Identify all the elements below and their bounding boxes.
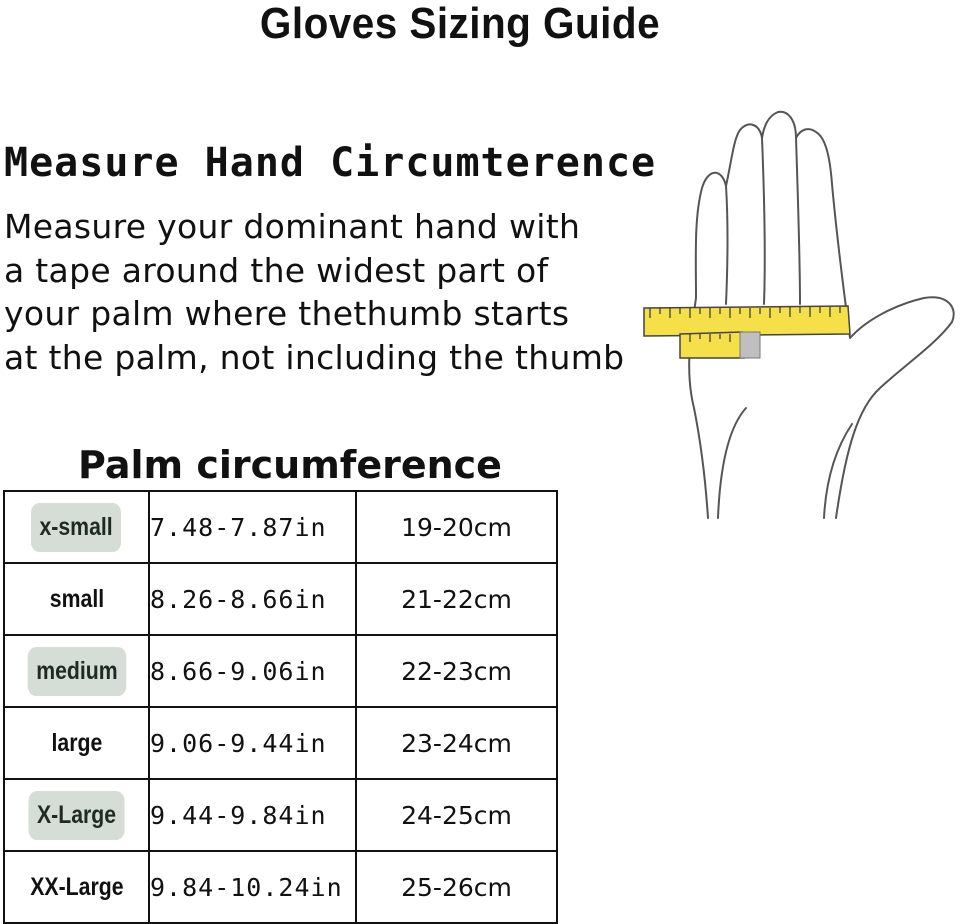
centimeters-cell: 22-23cm [356, 635, 557, 707]
table-row [4, 635, 557, 707]
size-label-cell [4, 635, 149, 707]
size-chart-table [3, 490, 558, 924]
size-label: XX-Large [29, 872, 124, 901]
instruction-line: Measure your dominant hand with [4, 207, 581, 246]
size-label-cell [4, 563, 149, 635]
size-label: x-small [31, 503, 121, 552]
instruction-line: your palm where thethumb starts [4, 294, 570, 333]
table-title: Palm circumference [78, 443, 502, 487]
inches-cell: 8.66-9.06in [149, 635, 356, 707]
size-label-cell [4, 779, 149, 851]
table-row [4, 707, 557, 779]
instruction-line: a tape around the widest part of [4, 250, 549, 290]
section-heading: Measure Hand Circumterence [4, 140, 657, 186]
inches-cell: 8.26-8.66in [149, 563, 356, 635]
measurement-instructions [4, 205, 664, 379]
centimeters-cell: 21-22cm [356, 563, 557, 635]
hand-with-measuring-tape-icon [636, 108, 960, 528]
page-title: Gloves Sizing Guide [259, 0, 661, 48]
centimeters-cell: 25-26cm [356, 851, 557, 923]
table-row [4, 563, 557, 635]
table-row [4, 851, 557, 923]
size-label: X-Large [28, 791, 124, 840]
inches-cell: 9.06-9.44in [149, 707, 356, 779]
instruction-line: at the palm, not including the thumb [4, 337, 625, 377]
inches-cell: 7.48-7.87in [149, 491, 356, 563]
size-label-cell [4, 491, 149, 563]
size-label: large [51, 728, 102, 757]
size-label: medium [27, 647, 125, 696]
inches-cell: 9.44-9.84in [149, 779, 356, 851]
table-row [4, 779, 557, 851]
size-label-cell [4, 851, 149, 923]
size-label-cell [4, 707, 149, 779]
centimeters-cell: 23-24cm [356, 707, 557, 779]
table-row [4, 491, 557, 563]
inches-cell: 9.84-10.24in [149, 851, 356, 923]
centimeters-cell: 19-20cm [356, 491, 557, 563]
size-label: small [49, 584, 104, 613]
centimeters-cell: 24-25cm [356, 779, 557, 851]
